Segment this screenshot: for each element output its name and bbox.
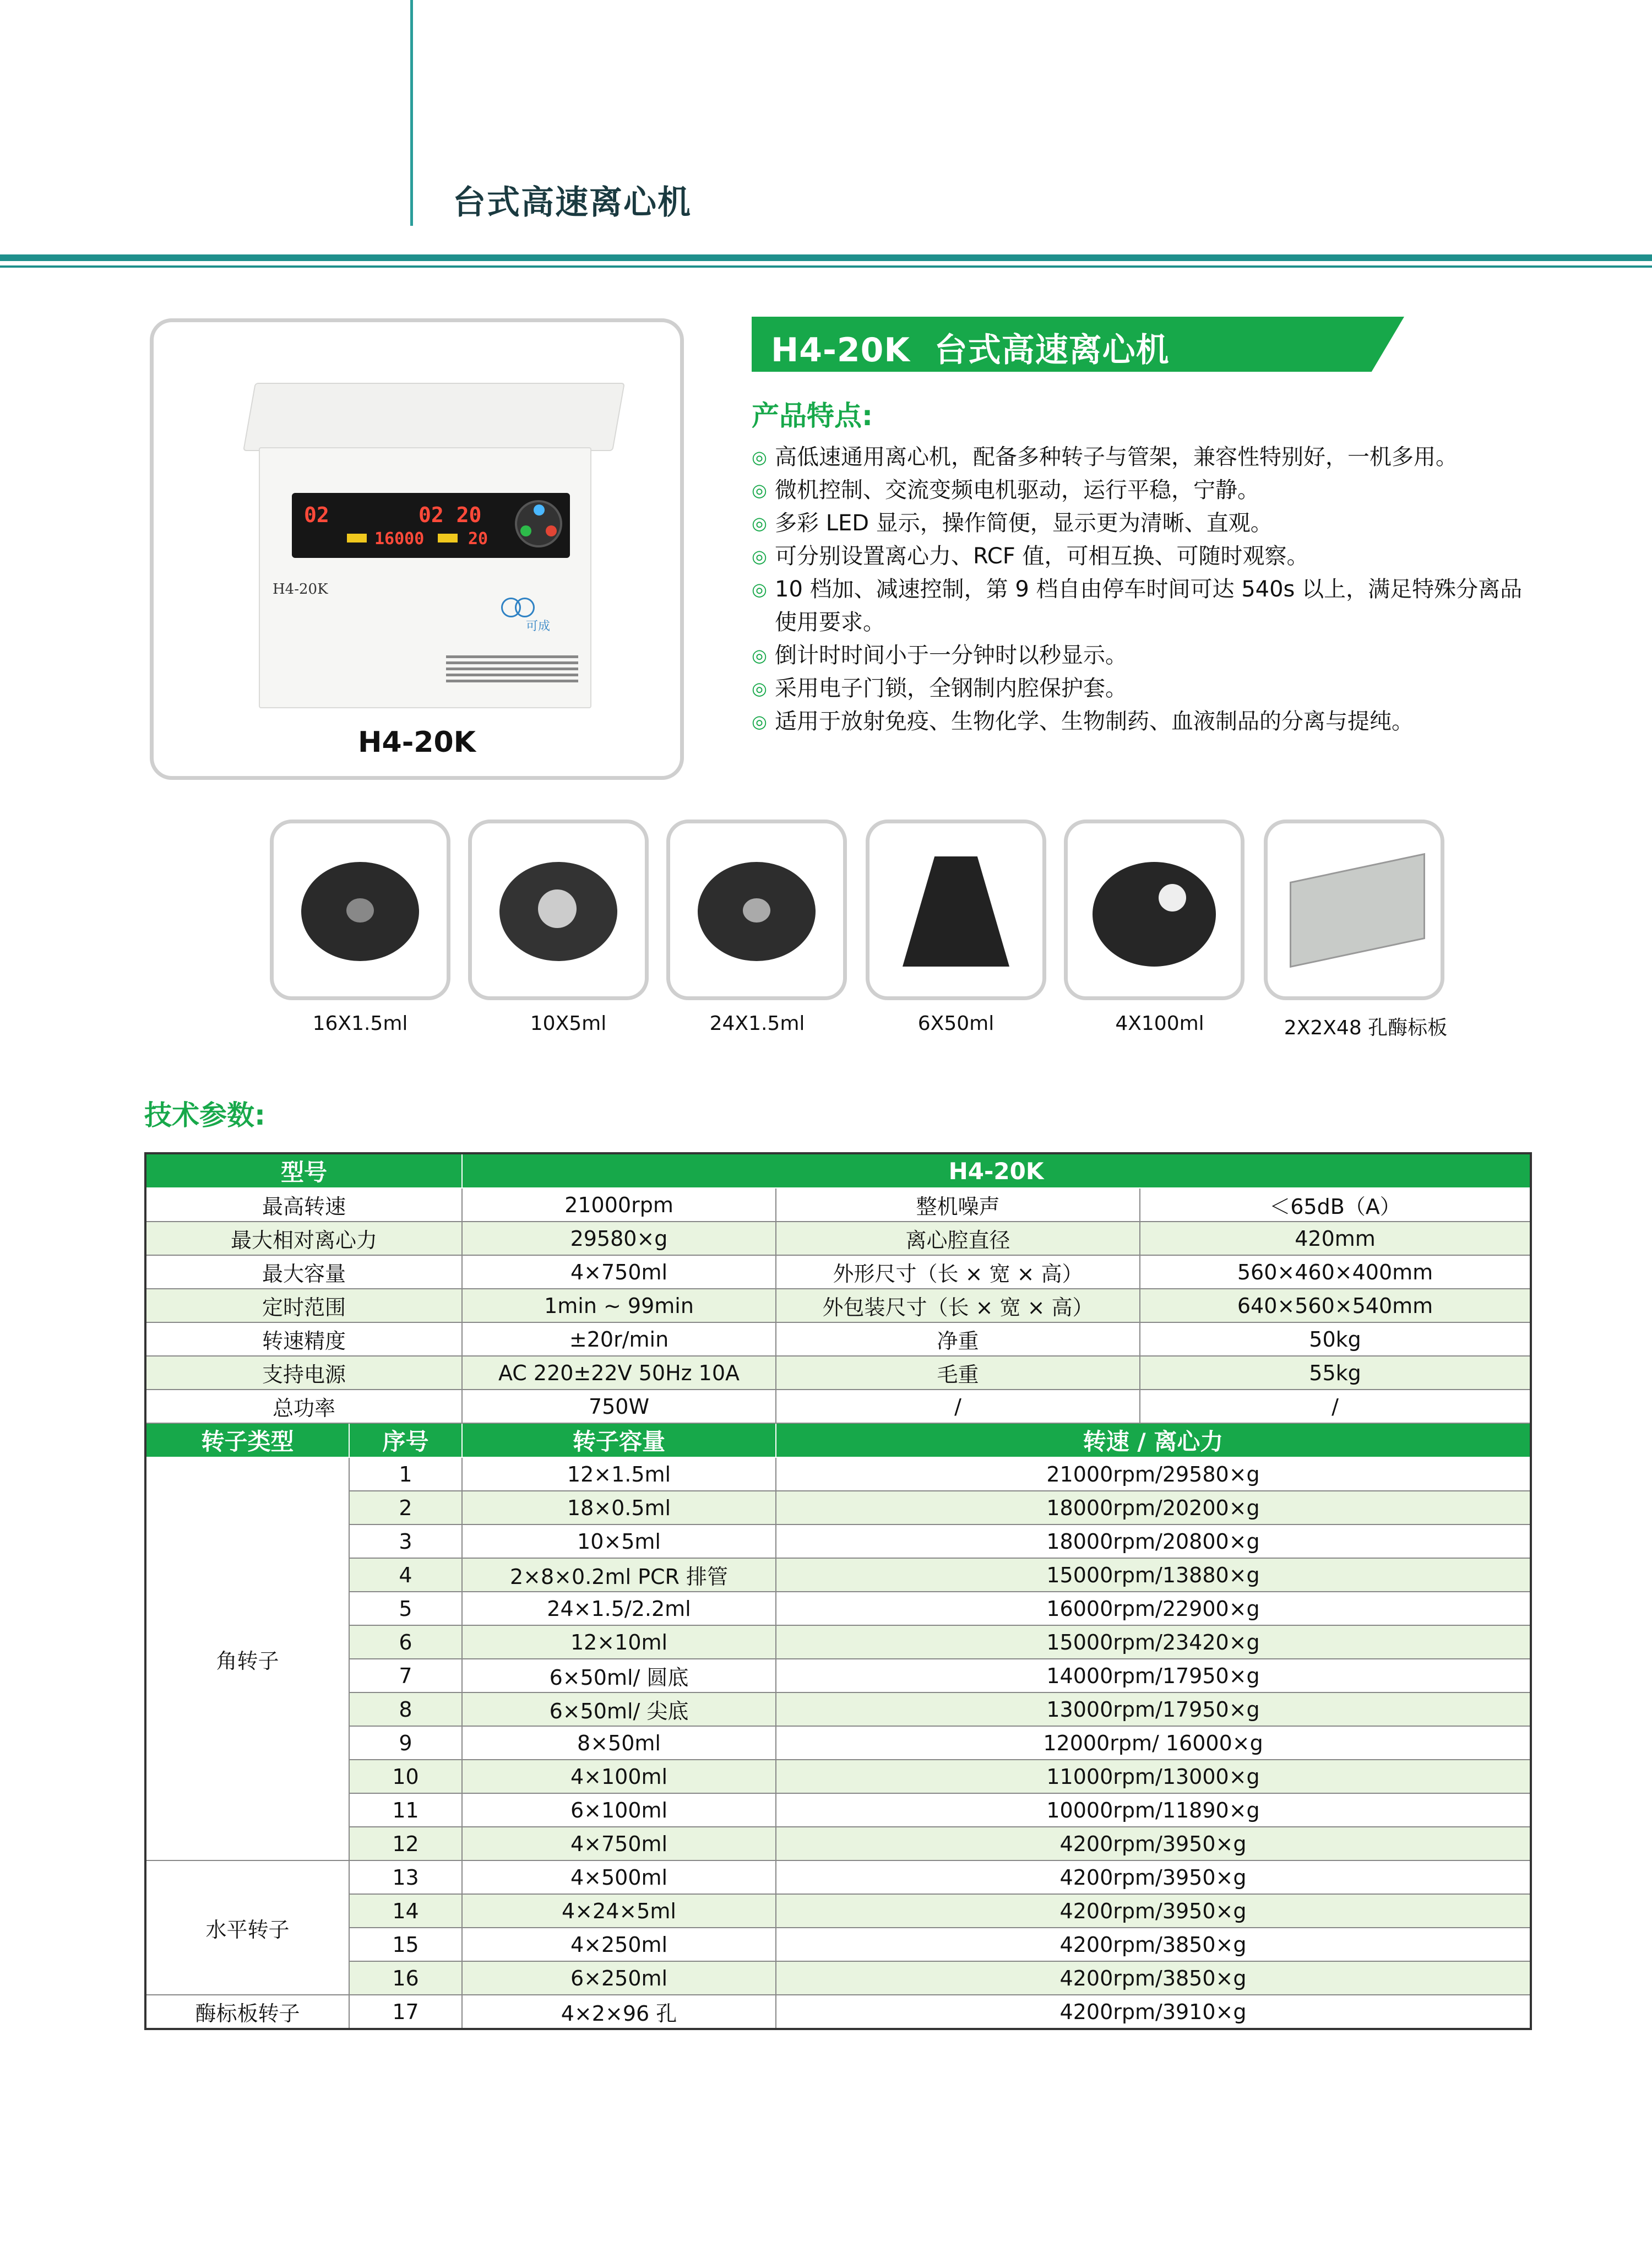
- spec-value: 50kg: [1140, 1322, 1531, 1356]
- table-row: [145, 1760, 1531, 1793]
- rotor-capacity: 4×2×96 孔: [462, 1995, 776, 2029]
- table-row: [145, 1356, 1531, 1390]
- table-row: [145, 1995, 1531, 2029]
- header-rule: [0, 254, 1652, 261]
- rotor-speed: 18000rpm/20800×g: [776, 1524, 1531, 1558]
- page-title: 台式高速离心机: [453, 183, 692, 222]
- rotor-label: 2X2X48 孔酶标板: [1284, 1017, 1448, 1039]
- rotor-capacity: 24×1.5/2.2ml: [462, 1592, 776, 1625]
- spec-label: 外形尺寸（长 × 宽 × 高）: [776, 1255, 1140, 1289]
- rotor-speed: 4200rpm/3850×g: [776, 1928, 1531, 1961]
- rotor-label: 10X5ml: [530, 1012, 607, 1035]
- bullet-ring-icon: ◎: [752, 645, 767, 666]
- rotor-speed: 13000rpm/17950×g: [776, 1692, 1531, 1726]
- rotor-capacity: 4×24×5ml: [462, 1894, 776, 1928]
- product-card-label: H4-20K: [358, 726, 476, 759]
- spec-label: 整机噪声: [776, 1188, 1140, 1222]
- spec-label: 定时范围: [145, 1289, 462, 1322]
- banner-title: H4-20K 台式高速离心机: [771, 331, 1170, 370]
- table-row: [145, 1457, 1531, 1491]
- table-row: [145, 1592, 1531, 1625]
- bullet-ring-icon: ◎: [752, 546, 767, 567]
- rotor-capacity: 4×100ml: [462, 1760, 776, 1793]
- rotor-image-card: [468, 820, 649, 1000]
- table-row: [145, 1524, 1531, 1558]
- spec-label: 最大容量: [145, 1255, 462, 1289]
- rotor-speed: 4200rpm/3950×g: [776, 1894, 1531, 1928]
- rotor-speed: 4200rpm/3850×g: [776, 1961, 1531, 1995]
- spec-value: 640×560×540mm: [1140, 1289, 1531, 1322]
- table-row: [145, 1558, 1531, 1592]
- spec-label: 总功率: [145, 1390, 462, 1423]
- rotor-label: 6X50ml: [917, 1012, 995, 1035]
- rotor-index: 9: [349, 1726, 462, 1760]
- rotor-label: 16X1.5ml: [312, 1012, 408, 1035]
- table-row: [145, 1659, 1531, 1692]
- rotor-hub: [346, 898, 374, 923]
- header-cell: 转子类型: [145, 1423, 349, 1457]
- rotor-speed: 15000rpm/13880×g: [776, 1558, 1531, 1592]
- rotor-speed: 14000rpm/17950×g: [776, 1659, 1531, 1692]
- rotor-capacity: 4×500ml: [462, 1860, 776, 1894]
- rotor-capacity: 4×750ml: [462, 1827, 776, 1860]
- rotor-capacity: 6×50ml/ 尖底: [462, 1692, 776, 1726]
- bullet-ring-icon: ◎: [752, 480, 767, 501]
- bullet-ring-icon: ◎: [752, 711, 767, 732]
- plate-rotor-image: [1290, 853, 1425, 968]
- spec-value: 55kg: [1140, 1356, 1531, 1390]
- table-header-row: [145, 1153, 1531, 1188]
- spec-value: ＜65dB（A）: [1140, 1188, 1531, 1222]
- header-rule-thin: [0, 265, 1652, 268]
- table-row: [145, 1289, 1531, 1322]
- spec-label: /: [776, 1390, 1140, 1423]
- rotor-index: 14: [349, 1894, 462, 1928]
- spec-value: 560×460×400mm: [1140, 1255, 1531, 1289]
- rotor-capacity: 2×8×0.2ml PCR 排管: [462, 1558, 776, 1592]
- header-vertical-line: [410, 0, 413, 226]
- spec-value: 1min ~ 99min: [462, 1289, 776, 1322]
- spec-label: 净重: [776, 1322, 1140, 1356]
- rotor-type-cell: 水平转子: [145, 1860, 349, 1995]
- rotor-index: 6: [349, 1625, 462, 1659]
- rotor-type-cell: 酶标板转子: [145, 1995, 349, 2029]
- header-cell: H4-20K: [462, 1153, 1531, 1188]
- feature-item: ◎ 高低速通用离心机，配备多种转子与管架，兼容性特别好，一机多用。: [752, 441, 1550, 474]
- spec-label: 离心腔直径: [776, 1222, 1140, 1255]
- rotor-speed: 12000rpm/ 16000×g: [776, 1726, 1531, 1760]
- spec-label: 外包装尺寸（长 × 宽 × 高）: [776, 1289, 1140, 1322]
- table-row: [145, 1222, 1531, 1255]
- rotor-capacity: 18×0.5ml: [462, 1491, 776, 1524]
- spec-value: 29580×g: [462, 1222, 776, 1255]
- rotor-image-card: [866, 820, 1046, 1000]
- rotor-capacity: 6×100ml: [462, 1793, 776, 1827]
- table-row: [145, 1625, 1531, 1659]
- rotor-speed: 4200rpm/3950×g: [776, 1827, 1531, 1860]
- button-dot: [534, 504, 545, 516]
- display-small: 20: [468, 529, 488, 549]
- rotor-index: 17: [349, 1995, 462, 2029]
- rotor-label: 24X1.5ml: [709, 1012, 805, 1035]
- display-top-right: 02 20: [419, 503, 482, 527]
- bullet-ring-icon: ◎: [752, 513, 767, 534]
- rotor-index: 3: [349, 1524, 462, 1558]
- rotor-capacity: 8×50ml: [462, 1726, 776, 1760]
- rotor-index: 7: [349, 1659, 462, 1692]
- table-row: [145, 1928, 1531, 1961]
- table-row: [145, 1793, 1531, 1827]
- rotor-index: 5: [349, 1592, 462, 1625]
- bullet-ring-icon: ◎: [752, 678, 767, 699]
- display-speed: 16000: [374, 529, 425, 549]
- centrifuge-lid: [243, 383, 625, 451]
- tech-title: 技术参数:: [144, 1099, 265, 1131]
- table-header-row: [145, 1423, 1531, 1457]
- button-dot: [520, 525, 531, 536]
- spec-value: AC 220±22V 50Hz 10A: [462, 1356, 776, 1390]
- header-cell: 转子容量: [462, 1423, 776, 1457]
- rotor-index: 16: [349, 1961, 462, 1995]
- brand-logo-icon: [515, 598, 535, 617]
- table-row: [145, 1961, 1531, 1995]
- rotor-image-card: [1264, 820, 1444, 1000]
- rotor-index: 13: [349, 1860, 462, 1894]
- features-list: [752, 441, 1550, 738]
- bullet-ring-icon: ◎: [752, 579, 767, 600]
- table-row: [145, 1390, 1531, 1423]
- table-row: [145, 1188, 1531, 1222]
- feature-item: ◎ 倒计时时间小于一分钟时以秒显示。: [752, 639, 1550, 672]
- rotor-speed: 18000rpm/20200×g: [776, 1491, 1531, 1524]
- rotor-capacity: 6×50ml/ 圆底: [462, 1659, 776, 1692]
- rotor-image-card: [1064, 820, 1245, 1000]
- spec-label: 最大相对离心力: [145, 1222, 462, 1255]
- feature-item: ◎ 可分别设置离心力、RCF 值，可相互换、可随时观察。: [752, 540, 1550, 573]
- button-dot: [546, 525, 557, 536]
- rotor-hub: [1159, 884, 1186, 912]
- header-cell: 转速 / 离心力: [776, 1423, 1531, 1457]
- table-row: [145, 1322, 1531, 1356]
- brand-name: 可成: [526, 620, 551, 633]
- table-row: [145, 1255, 1531, 1289]
- rotor-index: 10: [349, 1760, 462, 1793]
- vent-grille: [446, 655, 578, 683]
- spec-value: ±20r/min: [462, 1322, 776, 1356]
- rotor-image-card: [270, 820, 450, 1000]
- rotor-index: 11: [349, 1793, 462, 1827]
- rotor-hub: [538, 889, 577, 928]
- rotor-capacity: 12×1.5ml: [462, 1457, 776, 1491]
- rotor-index: 8: [349, 1692, 462, 1726]
- rotor-index: 12: [349, 1827, 462, 1860]
- bullet-ring-icon: ◎: [752, 447, 767, 468]
- spec-label: 最高转速: [145, 1188, 462, 1222]
- rotor-speed: 4200rpm/3910×g: [776, 1995, 1531, 2029]
- feature-item: ◎ 微机控制、交流变频电机驱动，运行平稳，宁静。: [752, 474, 1550, 507]
- rotor-type-cell: 角转子: [145, 1457, 349, 1860]
- feature-item: ◎ 10 档加、减速控制，第 9 档自由停车时间可达 540s 以上，满足特殊分离品使用要求。: [752, 573, 1550, 639]
- spec-value: 4×750ml: [462, 1255, 776, 1289]
- table-row: [145, 1894, 1531, 1928]
- spec-label: 支持电源: [145, 1356, 462, 1390]
- rotor-index: 1: [349, 1457, 462, 1491]
- rotor-speed: 10000rpm/11890×g: [776, 1793, 1531, 1827]
- table-row: [145, 1491, 1531, 1524]
- display-top-left: 02: [304, 503, 329, 527]
- display-indicator: [347, 534, 367, 542]
- table-row: [145, 1860, 1531, 1894]
- rotor-speed: 16000rpm/22900×g: [776, 1592, 1531, 1625]
- spec-value: 750W: [462, 1390, 776, 1423]
- rotor-index: 15: [349, 1928, 462, 1961]
- spec-value: 21000rpm: [462, 1188, 776, 1222]
- spec-value: 420mm: [1140, 1222, 1531, 1255]
- feature-item: ◎ 多彩 LED 显示，操作简便，显示更为清晰、直观。: [752, 507, 1550, 540]
- rotor-4-image: [1093, 862, 1216, 967]
- rotor-speed: 21000rpm/29580×g: [776, 1457, 1531, 1491]
- rotor-capacity: 10×5ml: [462, 1524, 776, 1558]
- control-knob: [515, 500, 562, 547]
- rotor-index: 4: [349, 1558, 462, 1592]
- rotor-6-image: [903, 856, 1009, 967]
- feature-item: ◎ 适用于放射免疫、生物化学、生物制药、血液制品的分离与提纯。: [752, 705, 1550, 738]
- rotor-speed: 11000rpm/13000×g: [776, 1760, 1531, 1793]
- table-row: [145, 1827, 1531, 1860]
- display-indicator: [438, 534, 458, 542]
- rotor-speed: 4200rpm/3950×g: [776, 1860, 1531, 1894]
- rotor-image-card: [666, 820, 847, 1000]
- rotor-capacity: 6×250ml: [462, 1961, 776, 1995]
- machine-model-text: H4-20K: [273, 581, 328, 598]
- table-row: [145, 1692, 1531, 1726]
- features-title: 产品特点:: [752, 400, 873, 432]
- rotor-capacity: 4×250ml: [462, 1928, 776, 1961]
- rotor-speed: 15000rpm/23420×g: [776, 1625, 1531, 1659]
- rotor-capacity: 12×10ml: [462, 1625, 776, 1659]
- feature-item: ◎ 采用电子门锁，全钢制内腔保护套。: [752, 672, 1550, 705]
- rotor-index: 2: [349, 1491, 462, 1524]
- spec-label: 毛重: [776, 1356, 1140, 1390]
- spec-value: /: [1140, 1390, 1531, 1423]
- spec-table: [144, 1152, 1532, 2030]
- header-cell: 型号: [145, 1153, 462, 1188]
- table-row: [145, 1726, 1531, 1760]
- header-cell: 序号: [349, 1423, 462, 1457]
- spec-label: 转速精度: [145, 1322, 462, 1356]
- rotor-hub: [743, 898, 770, 923]
- rotor-label: 4X100ml: [1115, 1012, 1204, 1035]
